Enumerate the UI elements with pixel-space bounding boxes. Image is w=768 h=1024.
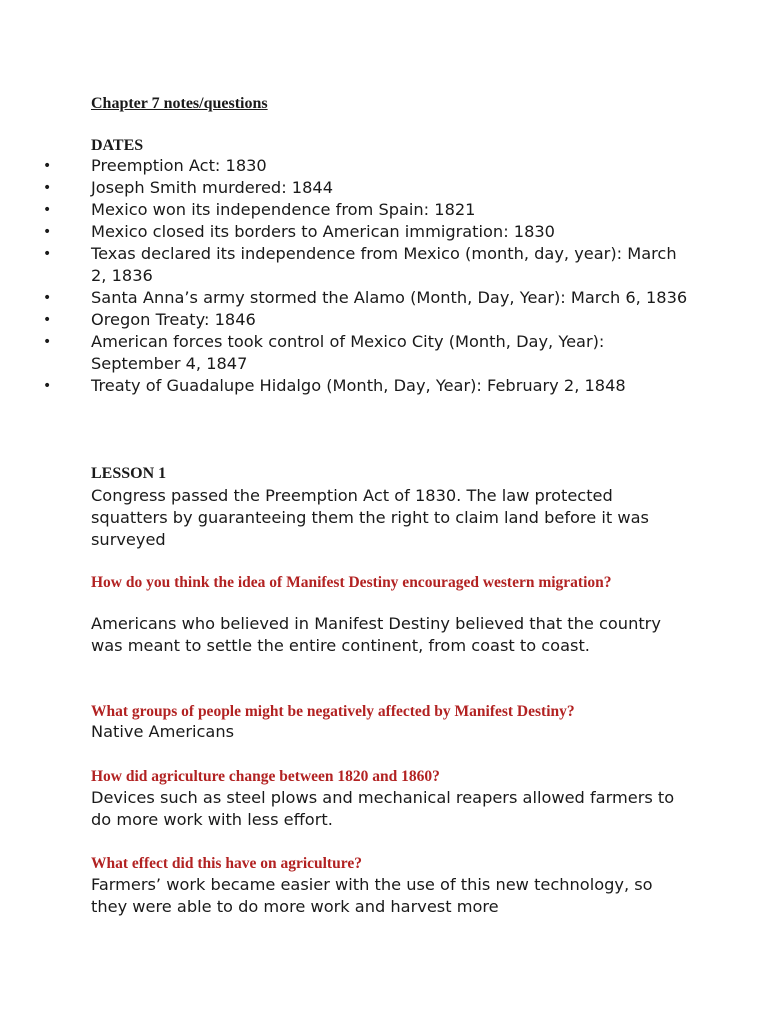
answer-agriculture-effect: Farmers’ work became easier with the use of this new technology, so they were able to do more work and harvest more (91, 875, 653, 916)
dates-list (0, 155, 768, 397)
list-item (0, 287, 691, 309)
date-entry: Preemption Act: 1830 (91, 156, 267, 175)
question-manifest-destiny: How do you think the idea of Manifest Destiny encouraged western migration? (91, 574, 612, 591)
lesson-heading: LESSON 1 (91, 465, 167, 482)
question-agriculture-change: How did agriculture change between 1820 and 1860? (91, 768, 440, 785)
lesson-intro: Congress passed the Preemption Act of 1830. The law protected squatters by guaranteeing them the right to claim land before it was surveyed (91, 486, 649, 549)
list-item (0, 199, 691, 221)
answer-agriculture-change: Devices such as steel plows and mechanical reapers allowed farmers to do more work with less effort. (91, 788, 675, 829)
bullet-icon: • (43, 246, 52, 262)
date-entry: Mexico closed its borders to American immigration: 1830 (91, 222, 555, 241)
date-entry: Mexico won its independence from Spain: 1821 (91, 200, 476, 219)
list-item (0, 221, 691, 243)
list-item (0, 309, 691, 331)
bullet-icon: • (43, 202, 52, 218)
list-item (0, 177, 691, 199)
list-item (0, 375, 691, 397)
bullet-icon: • (43, 158, 52, 174)
question-affected-groups: What groups of people might be negatively affected by Manifest Destiny? (91, 703, 575, 720)
bullet-icon: • (43, 180, 52, 196)
bullet-icon: • (43, 378, 52, 394)
bullet-icon: • (43, 312, 52, 328)
bullet-icon: • (43, 224, 52, 240)
date-entry: American forces took control of Mexico City (Month, Day, Year): September 4, 1847 (91, 332, 605, 373)
page-title: Chapter 7 notes/questions (91, 95, 268, 112)
date-entry: Joseph Smith murdered: 1844 (91, 178, 334, 197)
list-item (0, 243, 691, 287)
answer-manifest-destiny: Americans who believed in Manifest Destiny believed that the country was meant to settle the entire continent, from coast to coast. (91, 614, 661, 655)
dates-heading: DATES (91, 137, 144, 154)
date-entry: Santa Anna’s army stormed the Alamo (Month, Day, Year): March 6, 1836 (91, 288, 688, 307)
date-entry: Oregon Treaty: 1846 (91, 310, 256, 329)
bullet-icon: • (43, 334, 52, 350)
date-entry: Texas declared its independence from Mexico (month, day, year): March 2, 1836 (91, 244, 677, 285)
answer-affected-groups: Native Americans (91, 722, 235, 741)
date-entry: Treaty of Guadalupe Hidalgo (Month, Day, Year): February 2, 1848 (91, 376, 626, 395)
question-agriculture-effect: What effect did this have on agriculture? (91, 855, 362, 872)
list-item (0, 331, 691, 375)
list-item (0, 155, 691, 177)
bullet-icon: • (43, 290, 52, 306)
